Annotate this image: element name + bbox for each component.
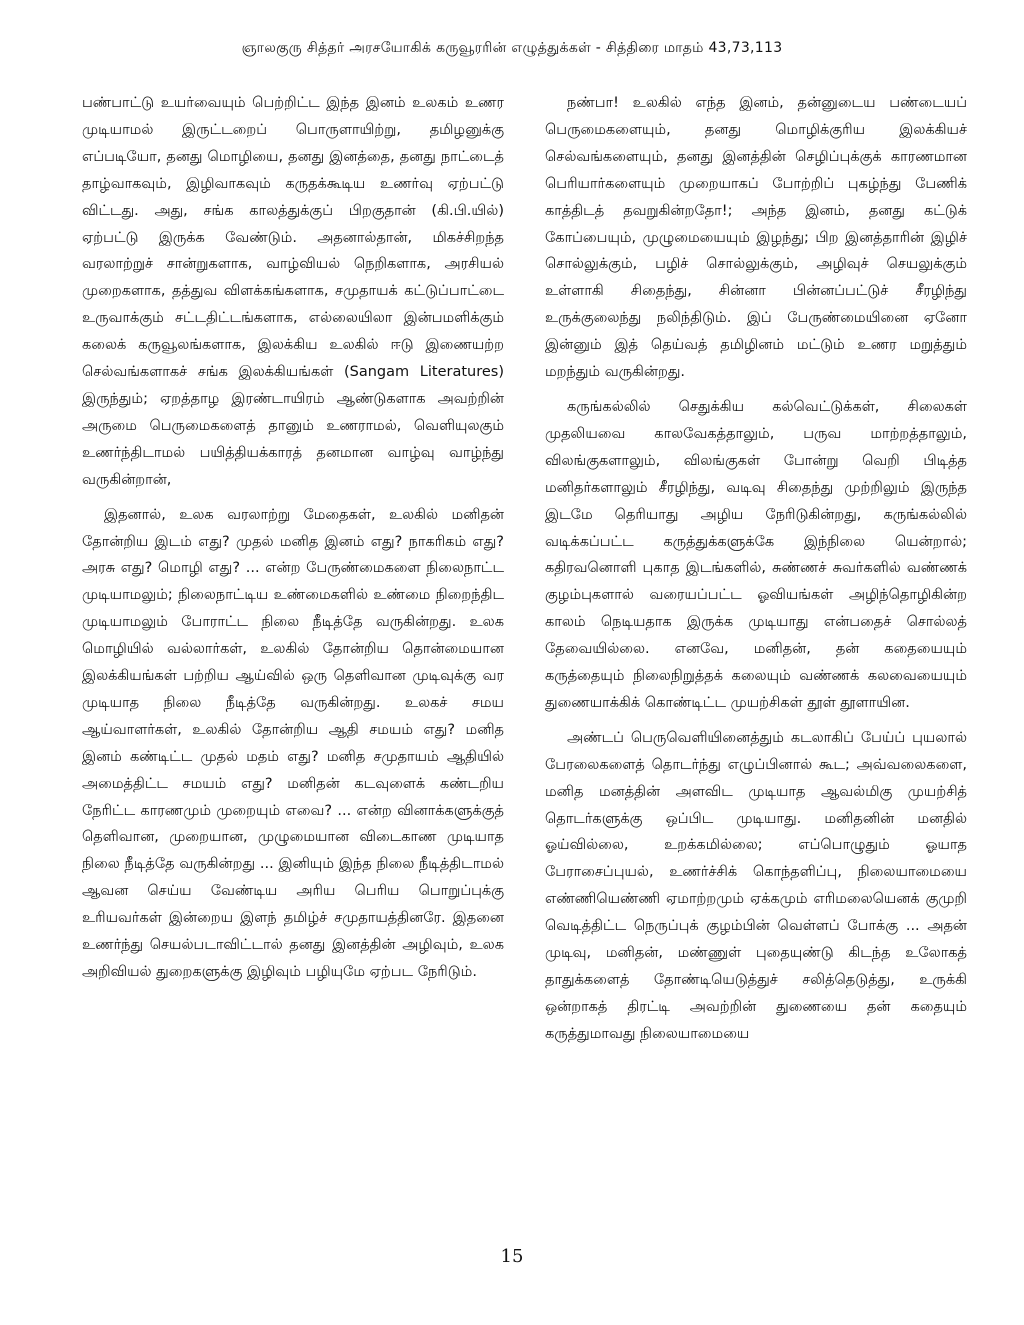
paragraph: நண்பா! உலகில் எந்த இனம், தன்னுடைய பண்டையப் பெருமைகளையும், தனது மொழிக்குரிய இலக்கியச் செல்வங்களையும், தனது இனத்தின் செழிப்புக்குக் காரணமான பெரியார்களையும் முறையாகப் போற்றிப் புகழ்ந்து பேணிக் காத்திடத் தவறுகின்றதோ!; அந்த இனம், தனது கட்டுக் கோப்பையும், முழுமையையும் இழந்து; பிற இனத்தாரின் இழிச் சொல்லுக்கும், பழிச் சொல்லுக்கும், அழிவுச் செயலுக்கும் உள்ளாகி சிதைந்து, சின்னா பின்னப்பட்டுச் சீரழிந்து உருக்குலைந்து நலிந்திடும். இப் பேருண்மையினை ஏனோ இன்னும் இத் தெய்வத் தமிழினம் மட்டும் உணர மறுத்தும் மறந்தும் வருகின்றது. [545, 95, 967, 381]
left-column [82, 90, 504, 994]
paragraph: கருங்கல்லில் செதுக்கிய கல்வெட்டுக்கள், சிலைகள் முதலியவை காலவேகத்தாலும், பருவ மாற்றத்தாலும், விலங்குகளாலும், விலங்குகள் போன்று வெறி பிடித்த மனிதர்களாலும் சீரழிந்து, வடிவு சிதைந்து முற்றிலும் இருந்த இடமே தெரியாது அழிய நேரிடுகின்றது, கருங்கல்லில் வடிக்கப்பட்ட கருத்துக்களுக்கே இந்நிலை யென்றால்; கதிரவனொளி புகாத இடங்களில், சுண்ணச் சுவர்களில் வண்ணக் குழம்புகளால் வரையப்பட்ட ஓவியங்கள் அழிந்தொழிகின்ற காலம் நெடியதாக இருக்க முடியாது என்பதைச் சொல்லத் தேவையில்லை. எனவே, மனிதன், தன் கதையையும் கருத்தையும் நிலைநிறுத்தக் கலையும் வண்ணக் கலவையையும் துணையாக்கிக் கொண்டிட்ட முயற்சிகள் தூள் தூளாயின. [545, 398, 967, 711]
right-column [545, 90, 967, 1056]
running-header: ஞாலகுரு சித்தர் அரசயோகிக் கருவூரரின் எழுத்துக்கள் - சித்திரை மாதம் 43,73,113 [241, 40, 783, 56]
paragraph: இதனால், உலக வரலாற்று மேதைகள், உலகில் மனிதன் தோன்றிய இடம் எது? முதல் மனித இனம் எது? நாகரிகம் எது? அரசு எது? மொழி எது? ... என்ற பேருண்மைகளை நிலைநாட்ட முடியாமலும்; நிலைநாட்டிய உண்மைகளில் உண்மை நிறைந்திட முடியாமலும் போராட்ட நிலை நீடித்தே வருகின்றது. உலக மொழியில் வல்லார்கள், உலகில் தோன்றிய தொன்மையான இலக்கியங்கள் பற்றிய ஆய்வில் ஒரு தெளிவான முடிவுக்கு வர முடியாத நிலை நீடித்தே வருகின்றது. உலகச் சமய ஆய்வாளர்கள், உலகில் தோன்றிய ஆதி சமயம் எது? மனித இனம் கண்டிட்ட முதல் மதம் எது? மனித சமுதாயம் ஆதியில் அமைத்திட்ட சமயம் எது? மனிதன் கடவுளைக் கண்டறிய நேரிட்ட காரணமும் முறையும் எவை? ... என்ற வினாக்களுக்குத் தெளிவான, முறையான, முழுமையான விடைகாண முடியாத நிலை நீடித்தே வருகின்றது ... இனியும் இந்த நிலை நீடித்திடாமல் ஆவன செய்ய வேண்டிய அரிய பெரிய பொறுப்புக்கு உரியவர்கள் இன்றைய இளந் தமிழ்ச் சமுதாயத்தினரே. இதனை உணர்ந்து செயல்படாவிட்டால் தனது இனத்தின் அழிவும், உலக அறிவியல் துறைகளுக்கு இழிவும் பழியுமே ஏற்பட நேரிடும். [82, 506, 504, 980]
paragraph: பண்பாட்டு உயர்வையும் பெற்றிட்ட இந்த இனம் உலகம் உணர முடியாமல் இருட்டறைப் பொருளாயிற்று, தமிழனுக்கு எப்படியோ, தனது மொழியை, தனது இனத்தை, தனது நாட்டைத் தாழ்வாகவும், இழிவாகவும் கருதக்கூடிய உணர்வு ஏற்பட்டு விட்டது. அது, சங்க காலத்துக்குப் பிறகுதான் (கி.பி.யில்) ஏற்பட்டு இருக்க வேண்டும். அதனால்தான், மிகச்சிறந்த வரலாற்றுச் சான்றுகளாக, வாழ்வியல் நெறிகளாக, அரசியல் முறைகளாக, தத்துவ விளக்கங்களாக, சமுதாயக் கட்டுப்பாட்டை உருவாக்கும் சட்டதிட்டங்களாக, எல்லையிலா இன்பமளிக்கும் கலைக் கருவூலங்களாக, இலக்கிய உலகில் ஈடு இணையற்ற செல்வங்களாகச் சங்க இலக்கியங்கள் (Sangam Literatures) இருந்தும்; ஏறத்தாழ இரண்டாயிரம் ஆண்டுகளாக அவற்றின் அருமை பெருமைகளைத் தானும் உணராமல், வெளியுலகும் உணர்ந்திடாமல் பயித்தியக்காரத் தனமான வாழ்வு வாழ்ந்து வருகின்றான், [82, 95, 504, 488]
paragraph: அண்டப் பெருவெளியினைத்தும் கடலாகிப் பேய்ப் புயலால் பேரலைகளைத் தொடர்ந்து எழுப்பினால் கூட; அவ்வலைகளை, மனித மனத்தின் அளவிட முடியாத ஆவல்மிகு முயற்சித் தொடர்களுக்கு ஒப்பிட முடியாது. மனிதனின் மனதில் ஓய்வில்லை, உறக்கமில்லை; எப்பொழுதும் ஓயாத பேராசைப்புயல், உணர்ச்சிக் கொந்தளிப்பு, நிலையாமையை எண்ணியெண்ணி ஏமாற்றமும் ஏக்கமும் எரிமலையெனக் குமுறி வெடித்திட்ட நெருப்புக் குழம்பின் வெள்ளப் போக்கு ... அதன் முடிவு, மனிதன், மண்ணுள் புதையுண்டு கிடந்த உலோகத் தாதுக்களைத் தோண்டியெடுத்துச் சலித்தெடுத்து, உருக்கி ஒன்றாகத் திரட்டி அவற்றின் துணையை தன் கதையும் கருத்துமாவது நிலையாமையை [545, 729, 967, 1042]
page-number: 15 [500, 1246, 524, 1267]
